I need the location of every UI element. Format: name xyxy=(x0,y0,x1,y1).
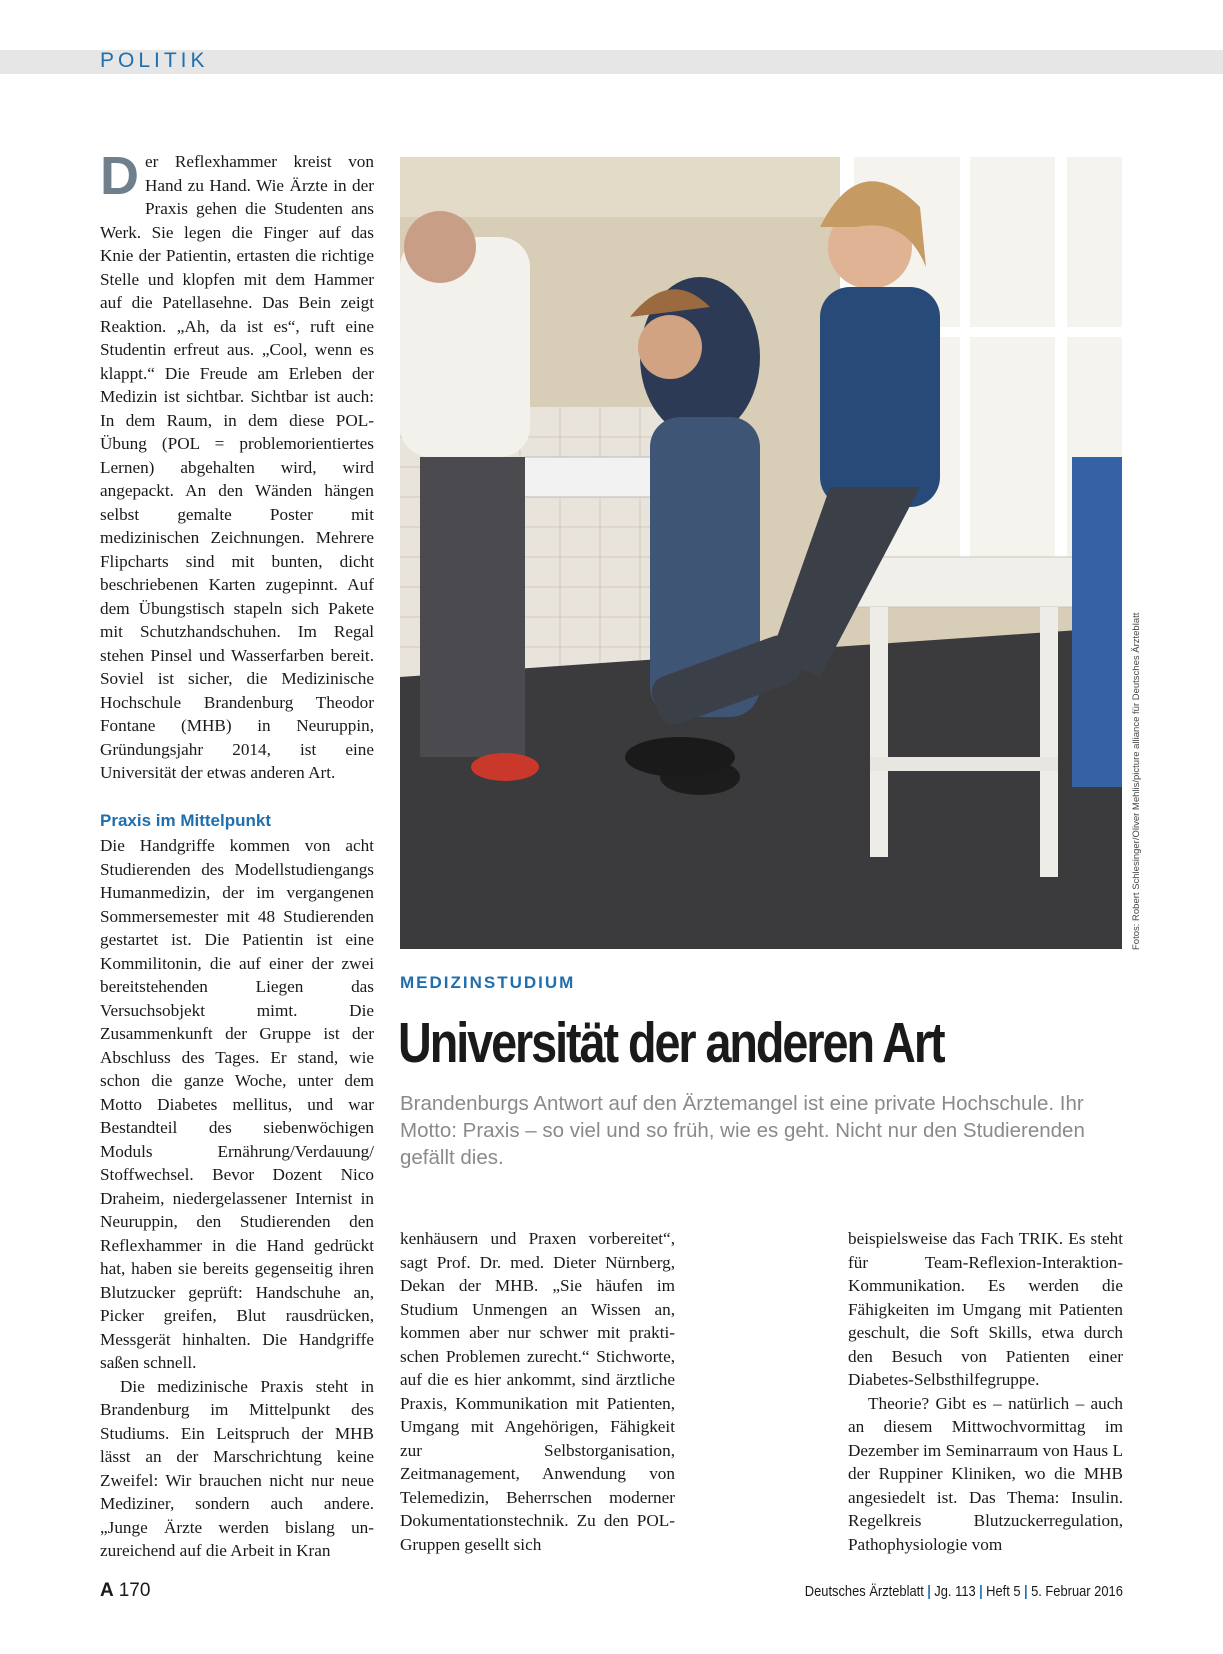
separator: | xyxy=(927,1583,931,1600)
column-3 xyxy=(848,1227,1123,1556)
lead-text: Brandenburgs Antwort auf den Ärztemangel ist eine private Hochschule. Ihr Motto: Praxis – so viel und so früh, wie es geht. Nicht nur den Studierenden gefällt dies. xyxy=(400,1092,1085,1169)
headline: Universität der anderen Art xyxy=(398,1011,944,1075)
publication-info xyxy=(805,1583,1123,1600)
article-photo xyxy=(400,157,1122,949)
page-prefix: A xyxy=(100,1580,114,1601)
volume: Jg. 113 xyxy=(934,1583,976,1600)
separator: | xyxy=(1024,1583,1028,1600)
paragraph: beispielsweise das Fach TRIK. Es steht für Team-Reflexion-Interaktion-Kommunikation. Es werden die Fähigkeiten im Umgang mit Patienten geschult, die Soft Skills, etwa durch den Besuch von Patienten einer Diabetes-Selbsthilfegruppe. xyxy=(848,1229,1123,1389)
paragraph: Die Handgriffe kommen von acht Studierenden des Modellstudiengangs Humanmedizin, der im vergangenen Sommersemester mit 48 Studierenden gestartet ist. Die Patientin ist eine Kommilitonin, die auf einer der zwei bereitstehenden Liegen das Versuchsobjekt mimt. Die Zusammenkunft der Gruppe ist der Abschluss des Tages. Er stand, wie schon die ganze Woche, unter dem Motto Diabetes mellitus, und war Bestandteil des siebenwöchigen Moduls Ernährung/Verdauung/ Stoffwechsel. Bevor Dozent Nico Draheim, niedergelassener Internist in Neuruppin, den Studierenden den Reflexhammer in die Hand gedrückt hat, haben sie bereits gegenseitig ihren Blutzucker geprüft: Handschuhe an, Picker greifen, Blut rausdrücken, Messgerät hinhalten. Die Handgriffe saßen schnell. xyxy=(100,836,374,1372)
date: 5. Februar 2016 xyxy=(1031,1583,1123,1600)
photo-illustration xyxy=(400,157,1122,949)
paragraph: kenhäusern und Praxen vorbereitet“, sagt Prof. Dr. med. Dieter Nürnberg, Dekan der MHB. „Sie häufen im Studium Unmengen an Wissen an, kommen aber nur schwer mit praktischen Problemen zurecht.“ Stichworte, auf die es hier ankommt, sind ärztliche Praxis, Kommunikation mit Patienten, Umgang mit Angehörigen, Fähigkeit zur Selbstorganisation, Zeitmanagement, Anwendung von Telemedizin, Beherrschen moderner Dokumentationstechnik. Zu den POL-Gruppen gesellt sich xyxy=(400,1229,675,1554)
intro-text: er Reflexhammer kreist von Hand zu Hand. Wie Ärzte in der Praxis gehen die Studenten ans Werk. Sie legen die Finger auf das Knie der Patientin, ertasten die richtige Stelle und klopfen mit dem Hammer auf die Patellasehne. Das Bein zeigt Reaktion. „Ah, da ist es“, ruft eine Studentin erfreut aus. „Cool, wenn es klappt.“ Die Freude am Erleben der Medizin ist sichtbar. Sichtbar ist auch: In dem Raum, in dem diese POL-Übung (POL = problemorientiertes Lernen) abgehalten wird, wird angepackt. An den Wänden hängen selbst gemalte Poster mit medizinischen Zeichnungen. Mehrere Flipcharts sind mit bunten, dicht beschriebenen Karten zugepinnt. Auf dem Übungstisch stapeln sich Pakete mit Schutzhandschuhen. Im Regal stehen Pinsel und Wasserfarben bereit. Soviel ist sicher, die Medizinische Hochschule Brandenburg Theodor Fontane (MHB) in Neuruppin, Gründungsjahr 2014, ist eine Universität der etwas anderen Art. xyxy=(100,152,374,782)
column-2 xyxy=(400,1227,675,1556)
publication-name: Deutsches Ärzteblatt xyxy=(804,1583,924,1600)
column-1 xyxy=(100,146,374,1563)
photo-credit: Fotos: Robert Schlesinger/Oliver Mehlis/picture alliance für Deutsches Ärzteblatt xyxy=(1131,612,1142,950)
section-label: POLITIK xyxy=(100,49,209,72)
drop-cap: D xyxy=(100,146,139,206)
kicker: MEDIZINSTUDIUM xyxy=(400,973,576,992)
paragraph-intro xyxy=(100,146,374,785)
paragraph: Theorie? Gibt es – natürlich – auch an diesem Mittwochvormittag im Dezember im Seminarraum von Haus L der Ruppiner Kliniken, wo die MHB angesiedelt ist. Das Thema: Insulin. Regelkreis Blutzuckerregulation, Pathophysiologie vom xyxy=(848,1393,1123,1554)
subheading: Praxis im Mittelpunkt xyxy=(100,810,271,830)
page-number-value: 170 xyxy=(118,1580,151,1601)
paragraph: Die medizinische Praxis steht in Brandenburg im Mittelpunkt des Studiums. Ein Leitspruch der MHB lässt an der Marschrichtung keine Zweifel: Wir brauchen nicht nur neue Mediziner, sondern auch andere. „Junge Ärzte werden bislang unzureichend auf die Arbeit in Kran xyxy=(100,1376,374,1560)
separator: | xyxy=(979,1583,983,1600)
issue: Heft 5 xyxy=(986,1583,1021,1600)
page-number xyxy=(100,1580,150,1602)
